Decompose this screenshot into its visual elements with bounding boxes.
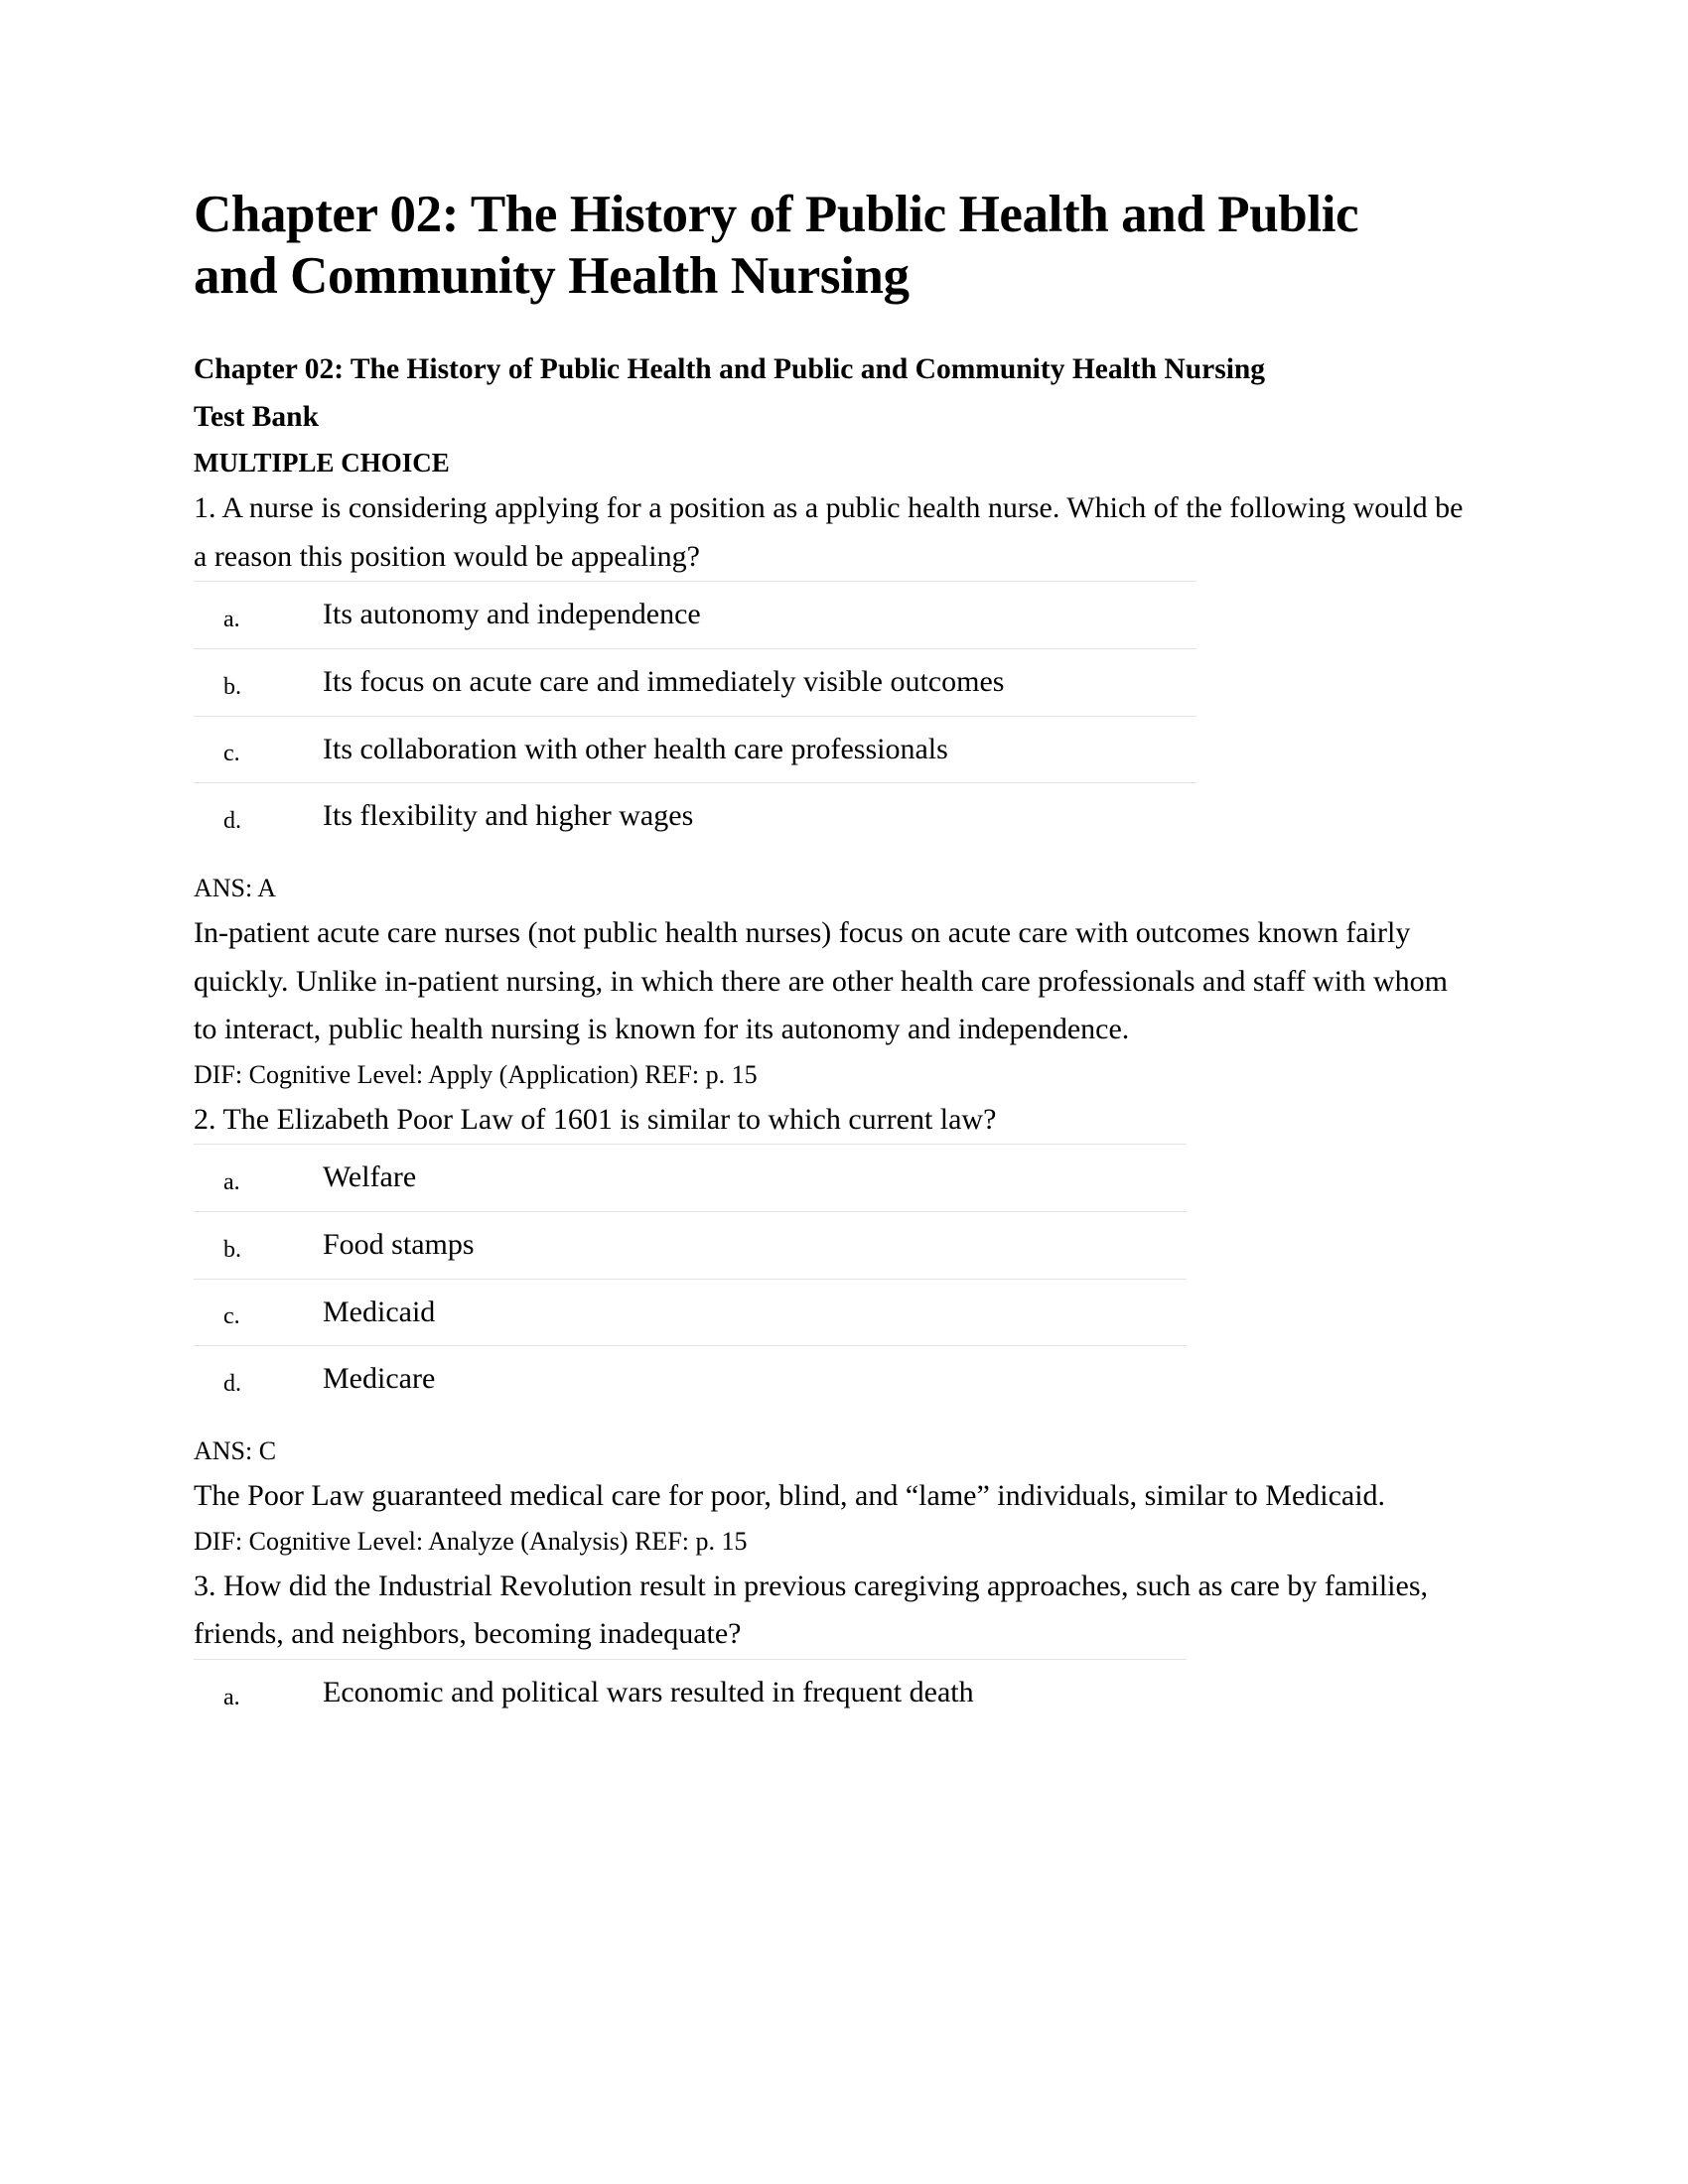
option-text: Food stamps <box>323 1228 475 1262</box>
table-row[interactable] <box>194 1346 1187 1413</box>
option-text: Medicaid <box>323 1295 436 1328</box>
spacer <box>194 850 1499 868</box>
option-letter: b. <box>223 1236 241 1263</box>
option-letter: c. <box>223 1303 240 1330</box>
option-letter: d. <box>223 1370 241 1397</box>
option-letter: d. <box>223 807 241 834</box>
table-row[interactable] <box>194 1659 1187 1725</box>
rationale-text: In-patient acute care nurses (not public health nurses) focus on acute care with outcomes known fairly quickly. Unlike in-patient nursing, in which there are other health care professionals and staff with whom to interact, public health nursing is known for its autonomy and independence. <box>194 915 1448 1046</box>
question-block-1 <box>194 484 1499 1096</box>
option-text: Medicare <box>323 1362 436 1396</box>
option-letter: a. <box>223 1169 240 1196</box>
question-block-2 <box>194 1096 1499 1563</box>
spacer <box>194 1413 1499 1431</box>
source-label: Test Bank <box>194 400 319 433</box>
option-letter: c. <box>223 741 240 767</box>
option-letter: b. <box>223 673 241 700</box>
rationale-text: The Poor Law guaranteed medical care for poor, blind, and “lame” individuals, similar to Medicaid. <box>194 1478 1386 1512</box>
question-stem: 2. The Elizabeth Poor Law of 1601 is similar to which current law? <box>194 1102 997 1136</box>
option-text: Its autonomy and independence <box>323 598 701 631</box>
table-row[interactable] <box>194 1212 1187 1280</box>
option-letter: a. <box>223 1684 240 1710</box>
options-table <box>194 1659 1187 1726</box>
answer-key: ANS: C <box>194 1435 277 1465</box>
question-block-3 <box>194 1563 1499 1726</box>
option-letter: a. <box>223 607 240 633</box>
table-row[interactable] <box>194 582 1196 649</box>
options-table <box>194 1144 1187 1412</box>
option-text: Its focus on acute care and immediately visible outcomes <box>323 665 1005 699</box>
table-row[interactable] <box>194 783 1196 850</box>
table-row[interactable] <box>194 1145 1187 1212</box>
option-text: Its collaboration with other health care professionals <box>323 732 948 765</box>
question-metadata: DIF: Cognitive Level: Apply (Application) REF: p. 15 <box>194 1059 758 1089</box>
question-stem: 3. How did the Industrial Revolution result in previous caregiving approaches, such as care by families, friends, and neighbors, becoming inadequate? <box>194 1569 1429 1651</box>
options-table <box>194 581 1196 849</box>
option-text: Economic and political wars resulted in frequent death <box>323 1675 974 1708</box>
table-row[interactable] <box>194 716 1196 783</box>
option-text: Its flexibility and higher wages <box>323 799 694 833</box>
table-row[interactable] <box>194 649 1196 717</box>
page-title: Chapter 02: The History of Public Health and Public and Community Health Nursing <box>194 186 1359 305</box>
section-label-multiple-choice: MULTIPLE CHOICE <box>194 447 450 478</box>
question-stem: 1. A nurse is considering applying for a position as a public health nurse. Which of the following would be a reason this position would be appealing? <box>194 491 1464 573</box>
option-text: Welfare <box>323 1160 417 1194</box>
chapter-subtitle: Chapter 02: The History of Public Health and Public and Community Health Nursing <box>194 353 1266 385</box>
question-metadata: DIF: Cognitive Level: Analyze (Analysis) REF: p. 15 <box>194 1526 748 1556</box>
answer-key: ANS: A <box>194 873 277 902</box>
table-row[interactable] <box>194 1279 1187 1346</box>
